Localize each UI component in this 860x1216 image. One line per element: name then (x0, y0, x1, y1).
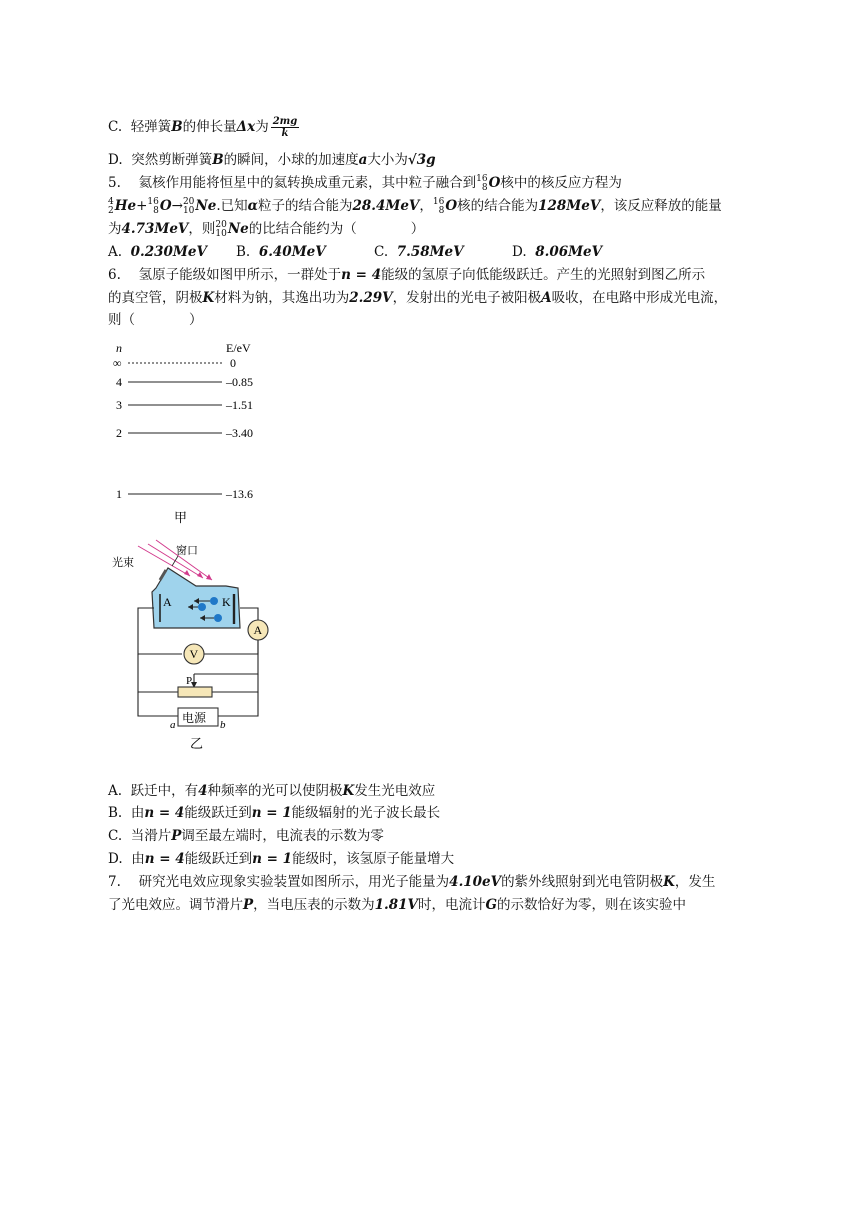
question-text: 6. 氢原子能级如图甲所示，一群处于 (108, 267, 342, 283)
question-text: 材料为钠，其逸出功为 (214, 290, 350, 306)
q5-stem-line1 (108, 174, 622, 193)
option-text: 跃迁中，有 (130, 783, 199, 799)
math-value: √3g (407, 152, 436, 168)
q4-option-d (108, 151, 436, 169)
q5-option-d[interactable] (512, 243, 640, 261)
fraction-denominator: k (281, 128, 289, 139)
nuclide-index (433, 198, 444, 216)
ammeter-label: A (253, 623, 263, 637)
mass-number: 16 (476, 173, 488, 184)
question-text: 为 (108, 221, 122, 237)
element-symbol: He (114, 198, 137, 214)
question-text: ，该反应释放的能量 (600, 198, 722, 214)
question-text: 的比结合能约为（ ） (248, 221, 425, 237)
window-label: 窗口 (176, 545, 198, 557)
question-text: 核中的核反应方程为 (500, 175, 622, 191)
question-text: 的真空管，阴极 (108, 290, 203, 306)
option-label: D. (108, 851, 123, 867)
option-text: 调至最左端时，电流表的示数为零 (181, 828, 384, 844)
option-text: 发生光电效应 (354, 783, 436, 799)
question-text: 的紫外线照射到光电管阴极 (501, 874, 664, 890)
question-text: 7. 研究光电效应现象实验装置如图所示，用光子能量为 (108, 874, 450, 890)
math-var: α (247, 198, 259, 214)
q6-stem-line2 (108, 289, 727, 307)
element-symbol: Ne (227, 221, 249, 237)
level-energy-2: –3.40 (226, 426, 253, 440)
atomic-number: 8 (438, 205, 445, 216)
question-text: ，发生 (674, 874, 716, 890)
question-text: ，当电压表的示数为 (253, 897, 375, 913)
math-var: a (358, 152, 368, 168)
level-label-inf: ∞ (113, 356, 122, 370)
atomic-number: 8 (481, 182, 488, 193)
question-text: ，则 (188, 221, 216, 237)
question-text: 核的结合能为 (457, 198, 539, 214)
beam-label: 光束 (112, 557, 134, 569)
mass-number: 4 (108, 196, 114, 207)
atomic-number: 10 (215, 228, 227, 239)
anode-label: A (163, 595, 172, 609)
fraction (271, 116, 300, 139)
operator: + (136, 198, 148, 214)
math-var: n = 4 (341, 267, 382, 283)
math-var: P (243, 897, 254, 913)
math-value: 28.4MeV (352, 198, 420, 214)
math-var: G (485, 897, 498, 913)
option-text: 为 (255, 119, 269, 135)
math-var: Δx (236, 119, 256, 135)
question-text: ， (419, 198, 433, 214)
q5-option-c[interactable] (374, 243, 512, 261)
nuclide-index (476, 175, 487, 193)
math-var: n = 1 (251, 805, 292, 821)
option-text: 大小为 (367, 152, 408, 168)
q7-stem-line1 (108, 873, 715, 891)
fraction-numerator: 2mg (272, 116, 298, 127)
question-text: .已知 (216, 198, 248, 214)
option-label: C. (108, 119, 123, 135)
atomic-number: 8 (153, 205, 159, 216)
question-text: 粒子的结合能为 (258, 198, 353, 214)
question-text: 5. 氦核作用能将恒星中的氦转换成重元素，其中粒子融合到 (108, 175, 477, 191)
q4-option-c (108, 116, 299, 139)
option-text: 种频率的光可以使阴极 (207, 783, 343, 799)
energy-level-diagram (108, 336, 278, 532)
element-symbol: O (445, 198, 458, 214)
question-text: 了光电效应。调节滑片 (108, 897, 243, 913)
mass-number: 16 (147, 196, 159, 207)
mass-number: 20 (182, 196, 195, 207)
q5-options (108, 243, 640, 261)
arrow: → (171, 198, 183, 214)
power-source-label: 电源 (182, 711, 207, 725)
question-text: 吸收，在电路中形成光电流， (551, 290, 728, 306)
question-text: ，发射出的光电子被阳极 (392, 290, 542, 306)
q5-stem-line2 (108, 197, 722, 216)
math-var: A (541, 290, 552, 306)
voltmeter-label: V (189, 647, 199, 661)
math-var: K (663, 874, 675, 890)
level-label-1: 1 (116, 487, 122, 501)
option-label: D. (512, 244, 527, 260)
option-value: 0.230MeV (130, 244, 207, 260)
nuclide-index (215, 221, 226, 239)
option-text: 能级辐射的光子波长最长 (291, 805, 441, 821)
option-label: B. (108, 805, 123, 821)
math-var: K (202, 290, 215, 306)
question-text: 的示数恰好为零，则在该实验中 (497, 897, 687, 913)
math-var: K (342, 783, 355, 799)
level-energy-4: –0.85 (226, 375, 253, 389)
element-symbol: O (159, 198, 172, 214)
option-label: C. (108, 828, 123, 844)
window-pointer (172, 556, 178, 566)
n-axis-header: n (116, 341, 122, 355)
option-text: 能级时，该氢原子能量增大 (292, 851, 455, 867)
figure-caption-jia: 甲 (174, 510, 188, 525)
math-var: B (212, 152, 224, 168)
option-value: 8.06MeV (535, 244, 603, 260)
level-energy-3: –1.51 (226, 398, 253, 412)
math-value: 128MeV (538, 198, 601, 214)
level-label-4: 4 (116, 375, 122, 389)
q5-option-a[interactable] (108, 243, 236, 261)
option-text: 由 (131, 851, 145, 867)
nuclide-index (147, 198, 158, 216)
cathode-label: K (222, 595, 231, 609)
option-text: 当滑片 (130, 828, 172, 844)
terminal-b-label: b (220, 719, 226, 731)
math-value: 4.10eV (449, 874, 502, 890)
level-label-2: 2 (116, 426, 122, 440)
option-label: C. (374, 244, 389, 260)
option-text: 轻弹簧 (130, 119, 172, 135)
option-label: D. (108, 152, 123, 168)
level-label-3: 3 (116, 398, 122, 412)
q6-option-c[interactable] (108, 827, 384, 845)
mass-number: 16 (432, 196, 445, 207)
math-value: 1.81V (374, 897, 419, 913)
atomic-number: 2 (108, 205, 114, 216)
option-text: 由 (130, 805, 145, 821)
option-text: 的瞬间，小球的加速度 (223, 152, 359, 168)
math-var: n = 4 (144, 805, 185, 821)
figure-caption-yi: 乙 (190, 736, 204, 751)
math-value: 2.29V (349, 290, 393, 306)
option-text: 能级跃迁到 (184, 851, 253, 867)
question-text: 能级的氢原子向低能级跃迁。产生的光照射到图乙所示 (381, 267, 706, 283)
level-energy-1: –13.6 (226, 487, 253, 501)
q7-stem-line2 (108, 896, 686, 914)
q6-option-d[interactable] (108, 850, 454, 868)
mass-number: 20 (215, 219, 227, 230)
q6-stem-line1 (108, 266, 705, 284)
option-text: 能级跃迁到 (184, 805, 252, 821)
question-text: 时，电流计 (418, 897, 486, 913)
q5-stem-line3 (108, 220, 424, 239)
option-value: 7.58MeV (396, 244, 464, 260)
q6-option-a[interactable] (108, 782, 435, 800)
element-symbol: Ne (195, 198, 217, 214)
option-text: 突然剪断弹簧 (131, 152, 213, 168)
energy-axis-header: E/eV (226, 341, 251, 355)
phototube-circuit-diagram (108, 536, 278, 754)
option-label: B. (236, 244, 251, 260)
math-var: P (171, 828, 182, 844)
option-value: 6.40MeV (258, 244, 326, 260)
math-var: n = 1 (252, 851, 293, 867)
rheostat (178, 687, 212, 697)
option-label: A. (108, 783, 123, 799)
option-label: A. (108, 244, 123, 260)
nuclide-index (183, 198, 194, 216)
q6-option-b[interactable] (108, 804, 440, 822)
q6-stem-line3: 则（ ） (108, 312, 203, 328)
slider-label: P (186, 675, 193, 687)
math-var: B (171, 119, 183, 135)
q5-option-b[interactable] (236, 243, 374, 261)
nuclide-index (108, 198, 114, 216)
terminal-a-label: a (170, 719, 176, 731)
math-value: 4 (198, 783, 208, 799)
atomic-number: 10 (182, 205, 195, 216)
level-energy-inf: 0 (230, 356, 236, 370)
math-var: n = 4 (144, 851, 185, 867)
element-symbol: O (488, 175, 501, 191)
math-value: 4.73MeV (121, 221, 189, 237)
option-text: 的伸长量 (182, 119, 237, 135)
